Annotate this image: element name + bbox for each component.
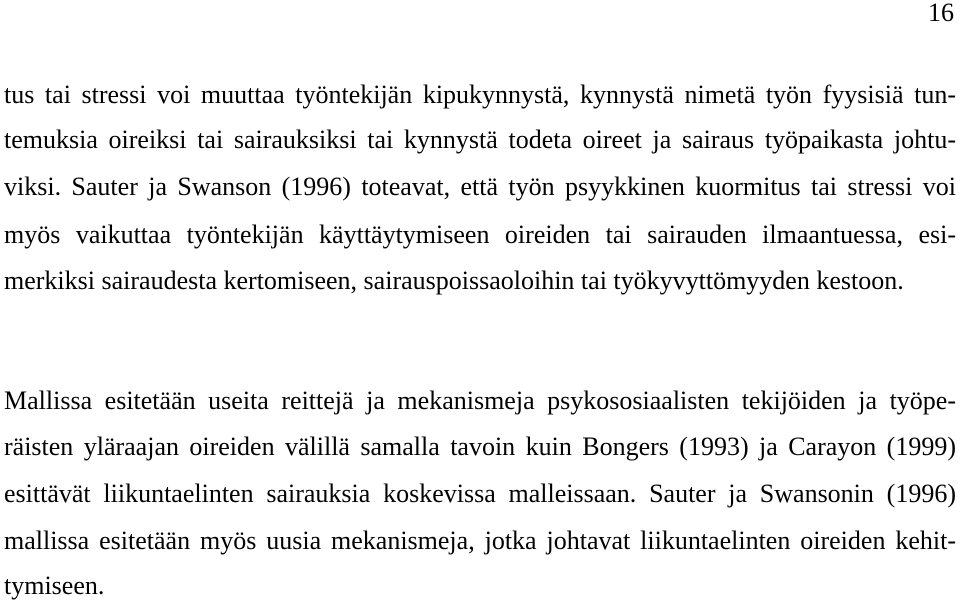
text-line: mallissa esitetään myös uusia mekanismeja, jotka johtavat liikuntaelinten oireiden kehit- [4, 526, 956, 555]
text-line: Mallissa esitetään useita reittejä ja mekanismeja psykososiaalisten tekijöiden ja työpe- [4, 386, 956, 415]
text-line: esittävät liikuntaelinten sairauksia koskevissa malleissaan. Sauter ja Swansonin (1996) [4, 479, 956, 508]
text-line: tus tai stressi voi muuttaa työntekijän kipukynnystä, kynnystä nimetä työn fyysisiä tun- [4, 80, 956, 109]
text-line: myös vaikuttaa työntekijän käyttäytymiseen oireiden tai sairauden ilmaantuessa, esi- [4, 220, 956, 249]
page-number: 16 [928, 0, 954, 27]
text-line: räisten yläraajan oireiden välillä samalla tavoin kuin Bongers (1993) ja Carayon (1999) [4, 432, 956, 461]
text-line: temuksia oireiksi tai sairauksiksi tai kynnystä todeta oireet ja sairaus työpaikasta johtu- [4, 125, 956, 154]
text-line: tymiseen. [4, 571, 105, 600]
text-line: viksi. Sauter ja Swanson (1996) toteavat, että työn psyykkinen kuormitus tai stressi voi [4, 172, 956, 201]
text-line: merkiksi sairaudesta kertomiseen, sairauspoissaoloihin tai työkyvyttömyyden kestoon. [4, 266, 904, 295]
